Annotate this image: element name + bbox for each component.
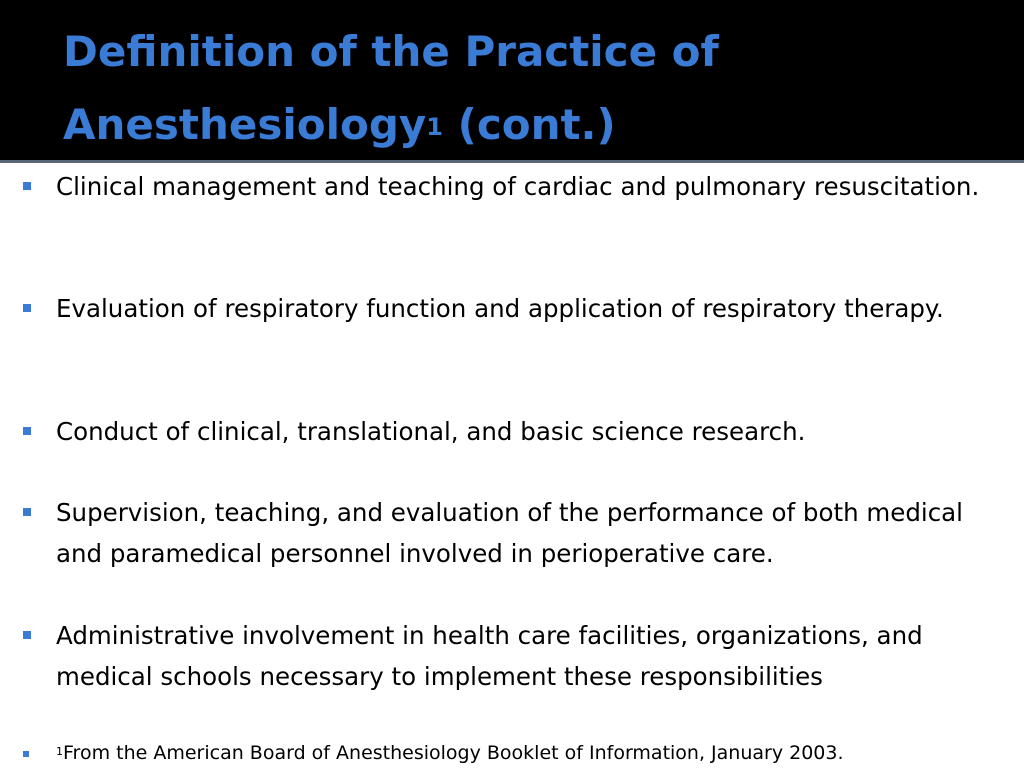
bullet-text: Administrative involvement in health care facilities, organizations, and medical schools necessary to implement these responsibilities — [56, 621, 923, 691]
square-bullet-icon — [23, 631, 31, 639]
bullet-text: Clinical management and teaching of cardiac and pulmonary resuscitation. — [56, 172, 980, 201]
title-tail: (cont.) — [443, 100, 616, 149]
reference-body: From the American Board of Anesthesiology Booklet of Information, January 2003. — [63, 742, 844, 764]
title-main: Anesthesiology — [63, 100, 427, 149]
title-superscript: 1 — [426, 113, 443, 141]
bullet-text: Evaluation of respiratory function and application of respiratory therapy. — [56, 294, 944, 323]
title-bar — [0, 0, 1024, 160]
reference-superscript: 1 — [56, 745, 63, 758]
square-bullet-icon — [23, 427, 31, 435]
bullet-text: Conduct of clinical, translational, and basic science research. — [56, 417, 806, 446]
slide-title-line-1: Definition of the Practice of — [63, 27, 719, 76]
slide-title-line-2 — [63, 100, 616, 150]
bullet-text: Supervision, teaching, and evaluation of the performance of both medical and paramedical personnel involved in perioperative care. — [56, 498, 963, 568]
square-bullet-icon — [23, 508, 31, 516]
square-bullet-icon — [23, 182, 31, 190]
square-bullet-icon — [23, 304, 31, 312]
reference-text — [56, 741, 1006, 765]
title-divider — [0, 160, 1024, 163]
square-bullet-icon — [23, 751, 29, 757]
